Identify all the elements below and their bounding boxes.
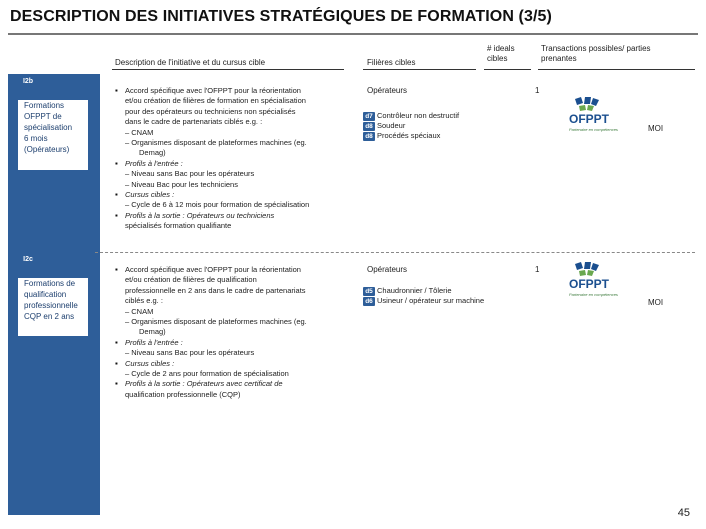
filiere-name: Soudeur [377, 121, 406, 130]
initiative-label-line: Formations [24, 101, 65, 110]
initiative-label-line: spécialisation [24, 123, 73, 132]
description-line: professionnelle en 2 ans dans le cadre de partenariats [125, 285, 306, 295]
description-line: ▪ Profils à l'entrée : [115, 159, 360, 169]
filiere-code: d6 [363, 297, 375, 306]
column-rule-description [112, 69, 344, 70]
column-header-ideals-line2: cibles [487, 54, 508, 63]
description-line: Demag) [139, 327, 166, 337]
filiere-name: Procédés spéciaux [377, 131, 441, 140]
column-header-ideals [487, 44, 515, 64]
description-line: – CNAM [125, 127, 154, 137]
description-line: spécialisés formation qualifiante [125, 221, 232, 231]
initiative-description [115, 265, 360, 400]
description-line: ▪ Accord spécifique avec l'OFPPT pour la réorientation [115, 86, 360, 96]
initiative-label-line: Formations de [24, 279, 76, 288]
description-line: ▪ Profils à la sortie : Opérateurs ou techniciens [115, 211, 360, 221]
logo-wordmark: OFPPT [569, 277, 610, 291]
initiative-tag: I2b [20, 76, 36, 87]
initiative-label-line: professionnelle [24, 301, 78, 310]
filiere-code: d5 [363, 287, 375, 296]
title-divider [8, 33, 698, 35]
ideals-count: 1 [535, 86, 540, 95]
ofppt-logo [565, 260, 629, 302]
description-line: qualification professionnelle (CQP) [125, 389, 241, 399]
filiere-item [363, 296, 484, 306]
filiere-code: d8 [363, 122, 375, 131]
description-line: ▪ Cursus cibles : [115, 359, 360, 369]
description-line: – Organismes disposant de plateformes machines (eg. [125, 317, 307, 327]
initiative-label-line: (Opérateurs) [24, 145, 70, 154]
logo-wordmark: OFPPT [569, 112, 610, 126]
initiative-description [115, 86, 360, 232]
filiere-list [363, 111, 459, 141]
description-line: dans le cadre de partenariats ciblés e.g. : [125, 117, 263, 127]
column-header-transactions-line2: prenantes [541, 54, 577, 63]
initiative-label-line: OFPPT de [24, 112, 62, 121]
column-header-description: Description de l'initiative et du cursus cible [115, 58, 266, 67]
column-header-filieres: Filières cibles [367, 58, 416, 67]
description-line: ▪ Profils à la sortie : Opérateurs avec certificat de [115, 379, 360, 389]
page-title: DESCRIPTION DES INITIATIVES STRATÉGIQUES DE FORMATION (3/5) [10, 8, 552, 25]
filiere-item [363, 286, 484, 296]
ofppt-logo [565, 95, 629, 137]
filiere-item [363, 131, 459, 141]
description-line: ▪ Accord spécifique avec l'OFPPT pour la réorientation [115, 265, 360, 275]
column-header-transactions-line1: Transactions possibles/ parties [541, 44, 651, 53]
description-line: – Niveau sans Bac pour les opérateurs [125, 348, 255, 358]
filiere-item [363, 121, 459, 131]
description-line: ▪ Profils à l'entrée : [115, 338, 360, 348]
description-line: et/ou création de filières de formation en spécialisation [125, 96, 306, 106]
description-line: Demag) [139, 148, 166, 158]
filiere-category: Opérateurs [367, 265, 408, 274]
partner-label: MOI [648, 124, 664, 133]
partner-label: MOI [648, 298, 664, 307]
filiere-list [363, 286, 484, 306]
initiative-tag: I2c [20, 254, 36, 265]
description-line: ciblés e.g. : [125, 296, 163, 306]
filiere-category: Opérateurs [367, 86, 408, 95]
initiative-divider [95, 252, 695, 253]
column-rule-ideals [484, 69, 531, 70]
filiere-code: d8 [363, 132, 375, 141]
description-line: – Niveau sans Bac pour les opérateurs [125, 169, 255, 179]
filiere-item [363, 111, 459, 121]
description-line: – Organismes disposant de plateformes machines (eg. [125, 138, 307, 148]
initiative-label [18, 278, 88, 336]
page-number: 45 [677, 507, 690, 519]
logo-tagline: Partenaire en compétences [569, 292, 618, 297]
description-line: – Cycle de 2 ans pour formation de spécialisation [125, 369, 289, 379]
filiere-name: Contrôleur non destructif [377, 111, 460, 120]
description-line: et/ou création de filières de qualification [125, 275, 257, 285]
description-line: – Cycle de 6 à 12 mois pour formation de spécialisation [125, 200, 310, 210]
initiative-label [18, 100, 88, 170]
description-line: ▪ Cursus cibles : [115, 190, 360, 200]
column-header-ideals-line1: # ideals [487, 44, 515, 53]
description-line: – CNAM [125, 306, 154, 316]
logo-tagline: Partenaire en compétences [569, 127, 618, 132]
ideals-count: 1 [535, 265, 540, 274]
initiative-label-line: qualification [24, 290, 67, 299]
description-line: pour des opérateurs ou techniciens non spécialisés [125, 106, 296, 116]
filiere-code: d7 [363, 112, 375, 121]
column-header-transactions [541, 44, 651, 64]
initiative-label-line: 6 mois [24, 134, 48, 143]
column-rule-transactions [538, 69, 695, 70]
description-line: – Niveau Bac pour les techniciens [125, 179, 238, 189]
column-rule-filieres [363, 69, 476, 70]
initiative-label-line: CQP en 2 ans [24, 312, 75, 321]
filiere-name: Chaudronnier / Tôlerie [377, 286, 452, 295]
filiere-name: Usineur / opérateur sur machine [377, 296, 485, 305]
